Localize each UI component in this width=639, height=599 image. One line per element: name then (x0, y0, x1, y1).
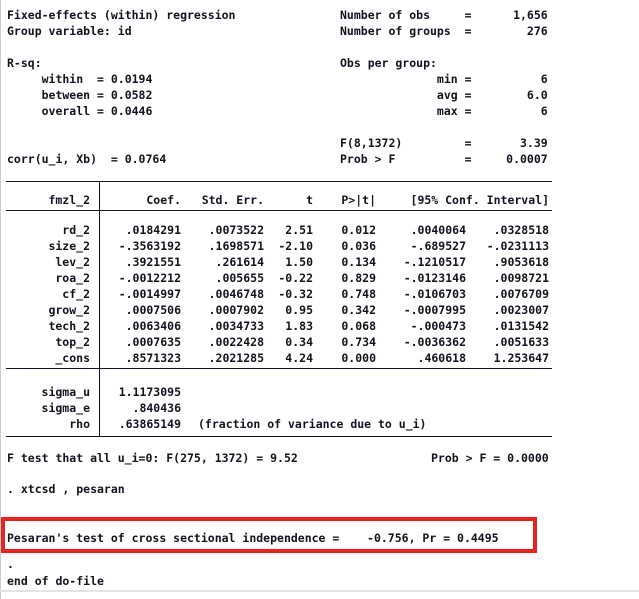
cell-stat-value: .840436 (132, 401, 181, 415)
table-row (0, 350, 639, 366)
cell-t: -2.10 (278, 239, 313, 253)
console-line: min = 6 (340, 72, 548, 86)
table-header-depvar: fmzl_2 (48, 193, 90, 207)
cell-stat-value: 1.1173095 (118, 385, 181, 399)
cell-variable: grow_2 (48, 303, 90, 317)
cell-variable: lev_2 (55, 255, 90, 269)
table-rule-bottom (6, 436, 552, 437)
table-header-confint: [95% Conf. Interval] (410, 193, 549, 207)
cell-stderr: .0022428 (208, 335, 264, 349)
cell-ci-high: .9053618 (493, 255, 549, 269)
cell-ci-low: -.0123146 (403, 271, 466, 285)
table-row (0, 222, 639, 238)
cell-t: 2.51 (285, 223, 313, 237)
coefficient-rows (0, 222, 639, 366)
variance-stat-rows (0, 384, 639, 432)
console-line: Number of groups = 276 (340, 24, 548, 38)
cell-t: -0.22 (278, 271, 313, 285)
cell-ci-high: -.0231113 (486, 239, 549, 253)
cell-coef: -.0014997 (118, 287, 181, 301)
console-line (340, 39, 548, 55)
cell-ci-high: .0051633 (493, 335, 549, 349)
cell-coef: .3921551 (125, 255, 181, 269)
cell-stat-name: sigma_e (41, 401, 90, 415)
cell-ci-high: .0131542 (493, 319, 549, 333)
cell-variable: tech_2 (48, 319, 90, 333)
cell-t: 4.24 (285, 351, 313, 365)
stat-row (0, 416, 639, 432)
cell-t: -0.32 (278, 287, 313, 301)
cell-variable: size_2 (48, 239, 90, 253)
cell-variable: roa_2 (55, 271, 90, 285)
cell-coef: .0184291 (125, 223, 181, 237)
cell-stderr: .0073522 (208, 223, 264, 237)
cell-ci-low: -.689527 (410, 239, 466, 253)
cell-ci-low: -.0106703 (403, 287, 466, 301)
console-line: Number of obs = 1,656 (340, 8, 548, 22)
console-line: between = 0.0582 (7, 88, 153, 102)
prompt-dot: . (7, 557, 14, 571)
cell-pvalue: 0.829 (341, 271, 376, 285)
console-line: Obs per group: (340, 56, 437, 70)
stat-row (0, 384, 639, 400)
cell-pvalue: 0.748 (341, 287, 376, 301)
cell-pvalue: 0.012 (341, 223, 376, 237)
ftest-prob: Prob > F = 0.0000 (431, 451, 549, 465)
cell-t: 0.34 (285, 335, 313, 349)
cell-coef: -.0012212 (118, 271, 181, 285)
cell-stderr: .0007902 (208, 303, 264, 317)
cell-t: 1.83 (285, 319, 313, 333)
cell-variable: top_2 (55, 335, 90, 349)
console-line: avg = 6.0 (340, 88, 548, 102)
cell-ci-high: .0076709 (493, 287, 549, 301)
cell-coef: .8571323 (125, 351, 181, 365)
cell-stat-name: sigma_u (41, 385, 90, 399)
console-line: Group variable: id (7, 24, 132, 38)
cell-coef: .0007506 (125, 303, 181, 317)
console-line: Prob > F = 0.0007 (340, 152, 548, 166)
console-line: overall = 0.0446 (7, 104, 153, 118)
table-row (0, 286, 639, 302)
regression-summary-right (340, 7, 548, 167)
cell-stderr: .0046748 (208, 287, 264, 301)
table-row (0, 334, 639, 350)
cell-stat-value: .63865149 (118, 417, 181, 431)
cell-ci-high: .0328518 (493, 223, 549, 237)
command-line: . xtcsd , pesaran (7, 482, 125, 496)
console-line: F(8,1372) = 3.39 (340, 136, 548, 150)
cell-ci-high: 1.253647 (493, 351, 549, 365)
table-row (0, 318, 639, 334)
cell-ci-low: -.0007995 (403, 303, 466, 317)
cell-ci-low: -.1210517 (403, 255, 466, 269)
cell-ci-high: .0098721 (493, 271, 549, 285)
cell-variable: _cons (55, 351, 90, 365)
cell-ci-high: .0023007 (493, 303, 549, 317)
table-rule-mid (6, 368, 552, 369)
table-header-t: t (306, 193, 313, 207)
cell-stderr: .2021285 (208, 351, 264, 365)
cell-stat-name: rho (69, 417, 90, 431)
console-line: within = 0.0194 (7, 72, 153, 86)
console-line (7, 39, 235, 55)
table-header-coef: Coef. (146, 193, 181, 207)
table-rule-header (6, 210, 552, 211)
cell-t: 0.95 (285, 303, 313, 317)
cell-pvalue: 0.342 (341, 303, 376, 317)
console-line (340, 119, 548, 135)
table-row (0, 302, 639, 318)
table-header-stderr: Std. Err. (201, 193, 264, 207)
cell-stderr: .005655 (215, 271, 264, 285)
cell-variable: cf_2 (62, 287, 90, 301)
window-bottom-border (0, 590, 639, 592)
table-row (0, 270, 639, 286)
cell-pvalue: 0.734 (341, 335, 376, 349)
cell-stderr: .1698571 (208, 239, 264, 253)
cell-pvalue: 0.036 (341, 239, 376, 253)
table-header-row (0, 192, 639, 208)
table-rule-top (6, 181, 552, 182)
cell-stderr: .0034733 (208, 319, 264, 333)
cell-coef: .0063406 (125, 319, 181, 333)
cell-coef: -.3563192 (118, 239, 181, 253)
cell-ci-low: .0040064 (410, 223, 466, 237)
stat-row (0, 400, 639, 416)
cell-variable: rd_2 (62, 223, 90, 237)
regression-summary-left (7, 7, 235, 167)
console-line: R-sq: (7, 56, 42, 70)
cell-stderr: .261614 (215, 255, 264, 269)
cell-ci-low: .460618 (417, 351, 466, 365)
cell-stat-note: (fraction of variance due to u_i) (198, 417, 427, 431)
console-line: corr(u_i, Xb) = 0.0764 (7, 152, 167, 166)
pesaran-result: Pesaran's test of cross sectional independence = -0.756, Pr = 0.4495 (7, 531, 499, 545)
console-line (7, 119, 235, 135)
ftest-statement: F test that all u_i=0: F(275, 1372) = 9.52 (7, 451, 298, 465)
console-line: Fixed-effects (within) regression (7, 8, 236, 22)
cell-t: 1.50 (285, 255, 313, 269)
end-of-dofile: end of do-file (7, 574, 104, 588)
console-line: max = 6 (340, 104, 548, 118)
cell-coef: .0007635 (125, 335, 181, 349)
cell-pvalue: 0.000 (341, 351, 376, 365)
cell-pvalue: 0.134 (341, 255, 376, 269)
cell-pvalue: 0.068 (341, 319, 376, 333)
table-vertical-divider (99, 181, 100, 436)
table-row (0, 238, 639, 254)
cell-ci-low: -.000473 (410, 319, 466, 333)
cell-ci-low: -.0036362 (403, 335, 466, 349)
table-row (0, 254, 639, 270)
table-header-pvalue: P>|t| (341, 193, 376, 207)
console-line (7, 135, 235, 151)
